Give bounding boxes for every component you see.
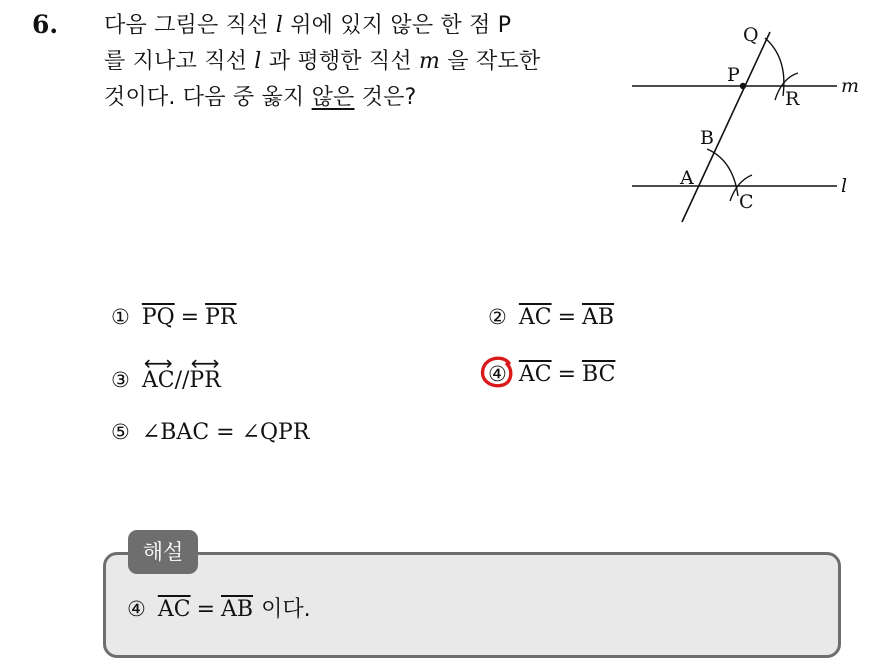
transversal-line — [682, 32, 770, 222]
line-ac: ⟷ AC — [142, 362, 175, 393]
label-a: A — [680, 167, 694, 189]
question-line-2: 를 지나고 직선 l 과 평행한 직선 m 을 작도한 — [104, 49, 541, 74]
choice-1[interactable]: ① $\overline{PQ} = \overline{PR}$ — [111, 305, 237, 330]
label-l: l — [841, 175, 848, 197]
label-p: P — [727, 64, 740, 86]
choice-3[interactable]: ③ ⟷ AC//⟷ PR — [111, 362, 221, 393]
question-line-3: 것이다. 다음 중 옳지 않은 것은? — [104, 85, 417, 110]
var-l: l — [275, 13, 283, 38]
choice-4-number: ④ — [488, 362, 507, 386]
label-b: B — [700, 127, 714, 149]
label-c: C — [739, 191, 754, 213]
question-number: 6. — [32, 10, 59, 39]
label-m: m — [841, 75, 860, 97]
label-q: Q — [743, 24, 759, 46]
var-l: l — [254, 49, 262, 74]
arc-at-a — [707, 149, 738, 196]
var-m: m — [419, 49, 441, 74]
underlined-word: 않은 — [311, 85, 355, 110]
construction-figure — [625, 18, 865, 230]
choice-4[interactable]: ④ $\overline{AC} = \overline{BC}$ — [488, 362, 615, 387]
explanation-text: ④ $\overline{AC} = \overline{AB}$ 이다. — [127, 597, 311, 622]
point-p — [740, 83, 746, 89]
label-r: R — [785, 88, 800, 110]
line-pr: ⟷ PR — [189, 362, 220, 393]
choice-5[interactable]: ⑤ ∠BAC = ∠QPR — [111, 420, 310, 445]
question-text — [104, 8, 604, 116]
question-line-1: 다음 그림은 직선 l 위에 있지 않은 한 점 P — [104, 13, 512, 38]
choice-2[interactable]: ② $\overline{AC} = \overline{AB}$ — [488, 305, 615, 330]
explanation-tag: 해설 — [128, 530, 198, 574]
